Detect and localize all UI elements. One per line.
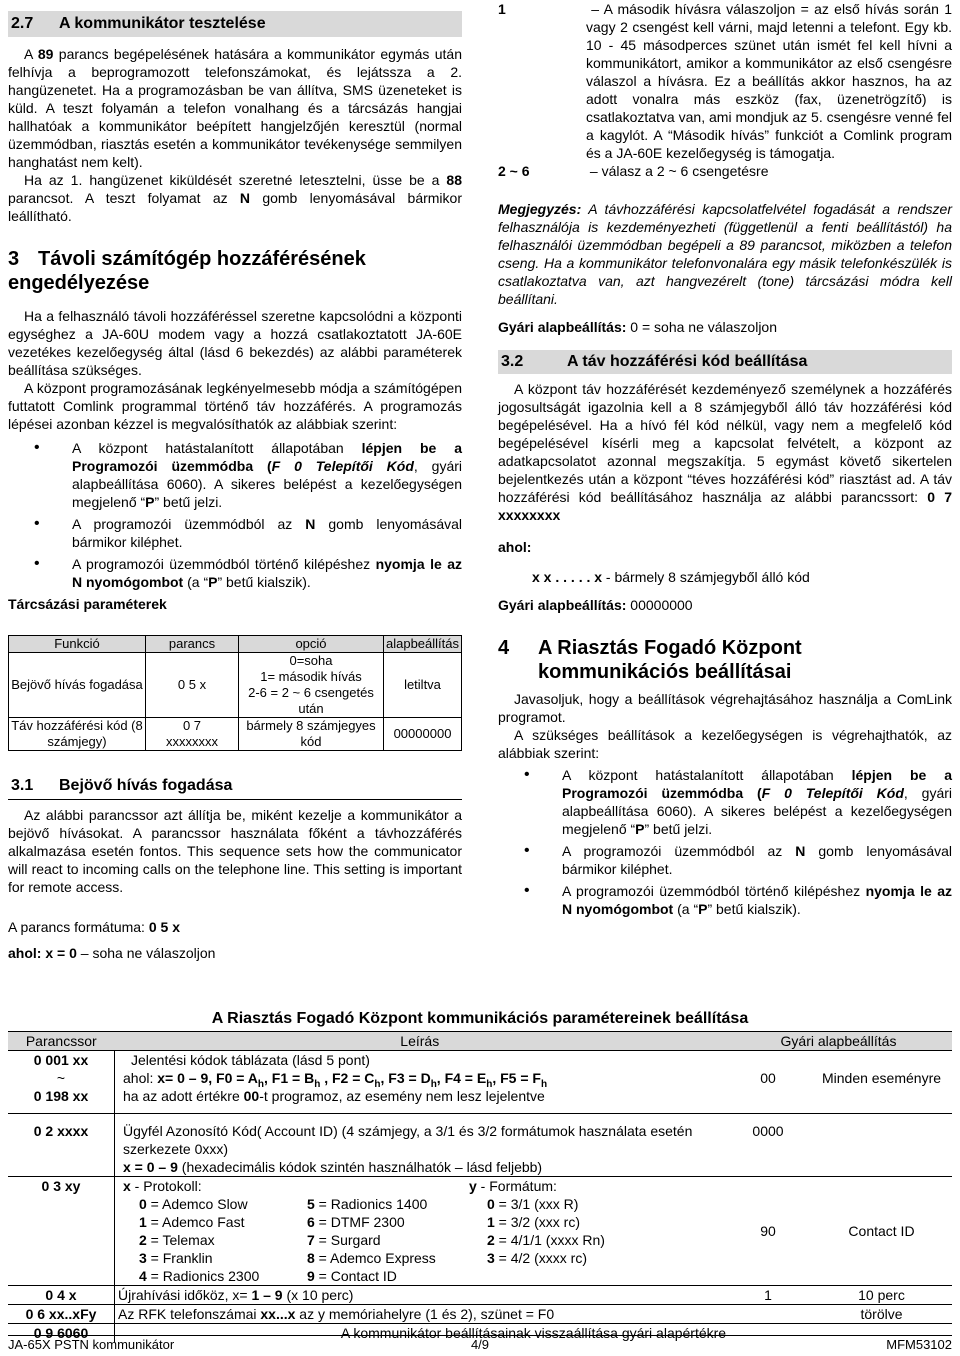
- option-2-6: 2 ~ 6 – válasz a 2 ~ 6 csengetésre: [498, 163, 769, 179]
- table-header-row: Funkció parancs opció alapbeállítás: [9, 636, 462, 653]
- section-3-1-heading: [8, 773, 462, 800]
- param-table-title: A Riasztás Fogadó Központ kommunikációs paramétereinek beállítása: [211, 1010, 749, 1027]
- section-number: 3: [8, 248, 20, 270]
- right-column: [498, 0, 952, 918]
- access-code-desc: x x . . . . . x - bármely 8 számjegyből álló kód: [532, 569, 810, 585]
- section-number: 2.7: [11, 15, 34, 32]
- note-paragraph: Megjegyzés: A távhozzáférési kapcsolatfelvétel fogadását a rendszer felhasználója is kezdeményezheti (függetlenül a fenti beállítástól) ha felhasználói üzemmódban begépeli a 89 parancsot, miközben a telefon cseng. Ha a kommunikátor telefonvonalára egy másik telefonkészülék is csatlakoztatva van, azt hangvezérelt (tone) tárcsázási módra kell beállítani.: [498, 201, 952, 307]
- footer-page-number: 4/9: [470, 1337, 490, 1352]
- section-title: A Riasztás Fogadó Központ kommunikációs beállításai: [538, 637, 802, 683]
- section-3-heading: [8, 247, 462, 295]
- table-row: 0 3 xy x - Protokoll: y - Formátum: 0 = Ademco Slow 1 = Ademco Fast 2 = Telemax 3 = Franklin 4 = Radionics 2300 5 = Radionics 1400 6 = DTMF 2300 7 = Surgard 8 = Ademco Express 9 = Contact ID 0 = 3/1 (xxx R) 1 = 3/2 (xxx rc) 2 = 4/1/1 (xxxx Rn) 3 = 4/2 (xxxx rc) 90 Contact ID: [8, 1177, 952, 1286]
- left-column: [8, 0, 462, 962]
- arc-steps-list: [498, 766, 952, 918]
- section-title: Bejövő hívás fogadása: [59, 777, 233, 794]
- list-item: • A központ hatástalanított állapotában lépjen be a Programozói üzemmódba (F 0 Telepítői Kód, gyári alapbeállítása 6060). A sikeres belépést a kezelőegységen megjelenő “P” betű jelzi.: [498, 766, 952, 838]
- list-item: • A programozói üzemmódból történő kilépéshez nyomja le az N nyomógombot (a “P” betű kialszik).: [8, 555, 462, 591]
- section-title: Távoli számítógép hozzáférésének engedélyezése: [8, 248, 366, 294]
- incoming-call-paragraph: Az alábbi parancssor azt állítja be, miként kezelje a kommunikátor a bejövő hívásokat. A parancssor használata főként a távhozzáférés alkalmazása esetén fontos. This sequence sets how the communicator will react to incoming calls on the telephone line. This setting is important for remote access.: [8, 807, 462, 895]
- footer-doc-code: MFM53102: [886, 1337, 952, 1352]
- option-1: 1 – A második hívásra válaszoljon = az első hívás során 1 vagy 2 csengést kell várni, majd letenni a telefont. Egy kb. 10 - 45 másodperces szünet után ismét fel kell hívni a kommunikátort, amikor a kommunikátor az első csengésre válaszol a hívásra. Ez a beállítás akkor hasznos, ha az adott vonalra más eszköz (fax, üzenetrögzítő) is csatlakoztatva van, ami mondjuk az 5. csengésre venné fel a kagylót. A “Második hívás” funkciót a Comlink program és a JA-60E kezelőegység is támogatja.: [498, 1, 952, 161]
- table-row: 0 2 xxxx Ügyfél Azonosító Kód( Account ID) (4 számjegy, a 3/1 és 3/2 formátumok használata esetén szerkezete 0xxx) x = 0 – 9 (hexadecimális kódok szintén használhatók – lásd feljebb) 0000: [8, 1114, 952, 1177]
- section-title: A táv hozzáférési kód beállítása: [567, 353, 808, 370]
- protocol-list-1: 0 = Ademco Slow 1 = Ademco Fast 2 = Telemax 3 = Franklin 4 = Radionics 2300: [139, 1196, 260, 1284]
- table-row: Bejövő hívás fogadása 0 5 x 0=soha 1= második hívás 2-6 = 2 ~ 6 csengetés után letiltva: [9, 653, 462, 718]
- format-list: 0 = 3/1 (xxx R) 1 = 3/2 (xxx rc) 2 = 4/1/1 (xxxx Rn) 3 = 4/2 (xxxx rc): [487, 1196, 605, 1266]
- remote-steps-list: [8, 439, 462, 591]
- page-footer: [8, 1335, 952, 1354]
- section-title: A kommunikátor tesztelése: [59, 15, 266, 32]
- section-3-2-heading: [498, 350, 952, 374]
- table-row: Táv hozzáférési kód (8 számjegy) 0 7 xxxxxxxx bármely 8 számjegyes kód 00000000: [9, 718, 462, 751]
- remote-paragraph-1: Ha a felhasználó távoli hozzáféréssel szeretne kapcsolódni a központi egységhez a JA-60U modem vagy a hozzá csatlakoztatott JA-60E vezetékes kezelőegység által (lásd 6 bekezdés) az alábbi paraméterek beállítása szükséges.: [8, 308, 462, 378]
- table-row: 0 4 x Újrahívási időköz, x= 1 – 9 (x 10 perc) 1 10 perc: [8, 1286, 952, 1305]
- arc-param-table: [8, 1031, 952, 1342]
- test-paragraph-2: Ha az 1. hangüzenet kiküldését szeretné letesztelni, üsse be a 88 parancsot. A teszt folyamat az N gomb lenyomásával bármikor leállítható.: [8, 172, 462, 224]
- table-row: 0 001 xx ~ 0 198 xx Jelentési kódok táblázata (lásd 5 pont) ahol: x= 0 – 9, $F0 = A_h$, $F1 = B_h$ , $F2 = C_h$, $F3 = D_h$, $F4 = E_h$, $F5 = F_h$ ha az adott értékre 00-t programoz, az esemény nem lesz lejelentve 00 Minden eseményre: [8, 1051, 952, 1114]
- section-2-7-heading: [8, 11, 462, 37]
- incoming-default: Gyári alapbeállítás: 0 = soha ne válaszoljon: [498, 319, 778, 335]
- list-item: • A programozói üzemmódból az N gomb lenyomásával bármikor kiléphet.: [498, 842, 952, 878]
- test-paragraph-1: A 89 parancs begépelésének hatására a kommunikátor egymás után felhívja a beprogramozott telefonszámokat, és lejátssza a 2. hangüzenetet. Ha a programozásban be van állítva, SMS üzeneteket is küld. A teszt folyamán a telefon vonalhang és a tárcsázás hangjai hallhatóak a kommunikátor beépített hangjelzőjén keresztül (normal üzemmódban, riasztás esetén a kommunikátor tevékenysége semmilyen hanghatást nem kelt).: [8, 46, 462, 170]
- table-header-row: Parancssor Leírás Gyári alapbeállítás: [8, 1032, 952, 1051]
- table-row: 0 9 6060 A kommunikátor beállításainak visszaállítása gyári alapértékre: [8, 1324, 952, 1343]
- section-number: 4: [498, 637, 510, 659]
- section-number: 3.1: [11, 777, 34, 794]
- access-default: Gyári alapbeállítás: 00000000: [498, 597, 693, 613]
- access-code-paragraph: A központ táv hozzáférését kezdeményező személynek a hozzáférés jogosultságát igazolnia kell a 8 számjegyből álló táv hozzáférési kód begépelésével. Ha a hívó fél kód nélkül, vagy nem a megfelelő kód begépelésével kísérli meg a kapcsolat felvételt, a központ az adatkapcsolatot azonnal megszakítja. 5 egymást követő sikertelen bejelentkezés után a központ “téves hozzáférési kód” riasztást ad. A táv hozzáférési kód beállításához használja az alábbi parancssort: 0 7 xxxxxxxx: [498, 381, 952, 523]
- command-format: A parancs formátuma: 0 5 x: [8, 919, 180, 935]
- protocol-list-2: 5 = Radionics 1400 6 = DTMF 2300 7 = Surgard 8 = Ademco Express 9 = Contact ID: [307, 1196, 436, 1284]
- dial-params-title: Tárcsázási paraméterek: [8, 596, 167, 612]
- section-number: 3.2: [501, 353, 524, 370]
- remote-paragraph-2: A központ programozásának legkényelmesebb módja a számítógépen futtatott Comlink programmal történő táv hozzáférés. A programozás lépései azonban kézzel is megvalósíthatók az alábbiak szerint:: [8, 380, 462, 432]
- access-where: ahol:: [498, 539, 532, 555]
- footer-product: JA-65X PSTN kommunikátor: [8, 1337, 175, 1352]
- list-item: • A programozói üzemmódból történő kilépéshez nyomja le az N nyomógombot (a “P” betű kialszik).: [498, 882, 952, 918]
- list-item: • A programozói üzemmódból az N gomb lenyomásával bármikor kiléphet.: [8, 515, 462, 551]
- dial-params-table: [8, 635, 462, 751]
- arc-paragraph-2: A szükséges beállítások a kezelőegységen is végrehajthatók, az alábbiak szerint:: [498, 727, 952, 761]
- section-4-heading: [498, 636, 952, 684]
- arc-paragraph-1: Javasoljuk, hogy a beállítások végrehajtásához használja a ComLink programot.: [498, 691, 952, 725]
- table-row: 0 6 xx..xFy Az RFK telefonszámai xx...x az y memóriahelyre (1 és 2), szünet = F0 törölve: [8, 1305, 952, 1324]
- list-item: • A központ hatástalanított állapotában lépjen be a Programozói üzemmódba (F 0 Telepítői Kód, gyári alapbeállítása 6060). A sikeres belépést a kezelőegységen megjelenő “P” betű jelzi.: [8, 439, 462, 511]
- option-0: ahol: x = 0 – soha ne válaszoljon: [8, 945, 216, 961]
